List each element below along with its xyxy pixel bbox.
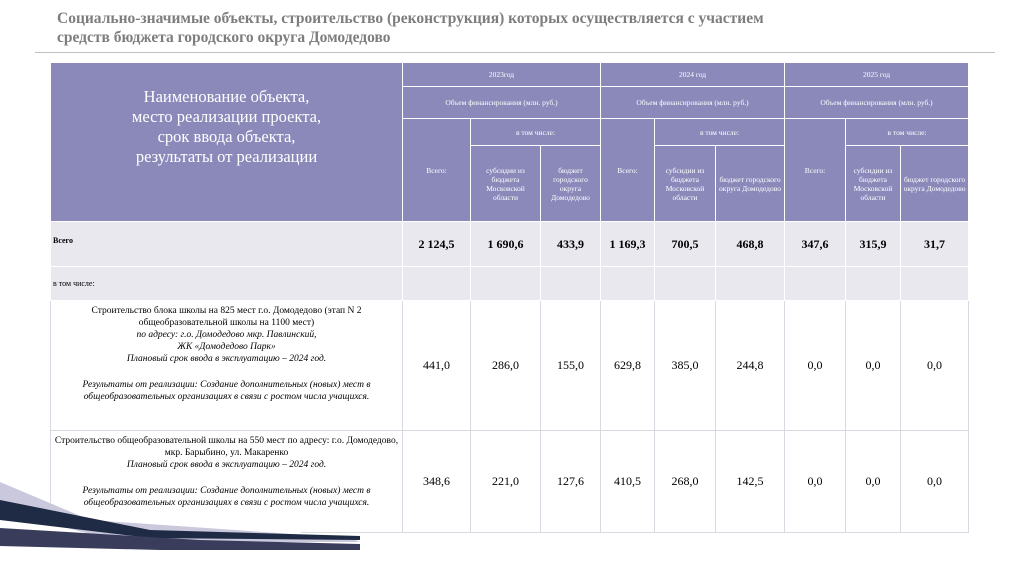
header-subsidy-2024: субсидии из бюджета Московской области	[655, 146, 716, 222]
title-line-1: Социально-значимые объекты, строительство (реконструкция) которых осуществляется с участием	[57, 10, 764, 27]
financing-table	[50, 62, 969, 533]
object-description	[51, 301, 403, 431]
cell: 410,5	[601, 431, 655, 533]
header-name-line: место реализации проекта,	[131, 107, 322, 126]
cell: 0,0	[846, 301, 901, 431]
table-row-total	[51, 222, 969, 267]
header-total-2025: Всего:	[785, 119, 846, 222]
header-year-2024: 2024 год	[601, 63, 785, 87]
cell: 221,0	[471, 431, 541, 533]
cell: 629,8	[601, 301, 655, 431]
row-label: Всего	[51, 222, 403, 267]
cell: 0,0	[785, 431, 846, 533]
header-budget-2024: бюджет городского округа Домодедово	[716, 146, 785, 222]
result-text: Результаты от реализации: Создание дополнительных (новых) мест в общеобразовательных организациях в связи с ростом числа учащихся.	[82, 486, 371, 508]
header-name-line: срок ввода объекта,	[157, 127, 296, 146]
result-text: Результаты от реализации: Создание дополнительных (новых) мест в общеобразовательных организациях в связи с ростом числа учащихся.	[82, 380, 371, 402]
header-total-2023: Всего:	[403, 119, 471, 222]
desc-line: по адресу: г.о. Домодедово мкр. Павлинский,	[136, 330, 317, 340]
header-subsidy-2023: субсидии из бюджета Московской области	[471, 146, 541, 222]
header-year-2023: 2023год	[403, 63, 601, 87]
header-name-line: результаты от реализации	[135, 147, 318, 166]
cell: 468,8	[716, 222, 785, 267]
header-volume-2023: Объем финансирования (млн. руб.)	[403, 87, 601, 119]
cell: 127,6	[541, 431, 601, 533]
header-name-line: Наименование объекта,	[143, 87, 310, 106]
desc-line: Строительство общеобразовательной школы на 550 мест по адресу: г.о. Домодедово, мкр. Барыбино, ул. Макаренко	[54, 436, 399, 458]
header-incl-2024: в том числе:	[655, 119, 785, 146]
header-incl-2023: в том числе:	[471, 119, 601, 146]
cell: 348,6	[403, 431, 471, 533]
header-object-name	[51, 63, 403, 222]
header-year-2025: 2025 год	[785, 63, 969, 87]
cell: 1 169,3	[601, 222, 655, 267]
desc-line: ЖК «Домодедово Парк»	[177, 342, 276, 352]
title-line-2: средств бюджета городского округа Домодедово	[57, 29, 391, 46]
cell: 700,5	[655, 222, 716, 267]
desc-line: Плановый срок ввода в эксплуатацию – 2024 год.	[126, 354, 327, 364]
cell: 433,9	[541, 222, 601, 267]
header-volume-2024: Объем финансирования (млн. руб.)	[601, 87, 785, 119]
slide-title	[57, 9, 957, 47]
cell: 385,0	[655, 301, 716, 431]
cell: 142,5	[716, 431, 785, 533]
title-divider	[35, 52, 995, 53]
cell: 1 690,6	[471, 222, 541, 267]
header-incl-2025: в том числе:	[846, 119, 969, 146]
table-row-incl	[51, 267, 969, 301]
cell: 268,0	[655, 431, 716, 533]
cell: 441,0	[403, 301, 471, 431]
desc-line: Плановый срок ввода в эксплуатацию – 2024 год.	[126, 460, 327, 470]
decorative-bars	[0, 480, 360, 574]
cell: 244,8	[716, 301, 785, 431]
header-budget-2023: бюджет городского округа Домодедово	[541, 146, 601, 222]
header-budget-2025: бюджет городского округа Домодедово	[901, 146, 969, 222]
header-subsidy-2025: субсидии из бюджета Московской области	[846, 146, 901, 222]
table-row-school-1	[51, 301, 969, 431]
cell: 0,0	[846, 431, 901, 533]
row-label: в том числе:	[51, 267, 403, 301]
cell: 0,0	[785, 301, 846, 431]
cell: 347,6	[785, 222, 846, 267]
cell: 315,9	[846, 222, 901, 267]
header-volume-2025: Объем финансирования (млн. руб.)	[785, 87, 969, 119]
cell: 0,0	[901, 301, 969, 431]
cell: 2 124,5	[403, 222, 471, 267]
cell: 0,0	[901, 431, 969, 533]
cell: 155,0	[541, 301, 601, 431]
cell: 31,7	[901, 222, 969, 267]
cell: 286,0	[471, 301, 541, 431]
desc-line: Строительство блока школы на 825 мест г.о. Домодедово (этап N 2 общеобразовательной школы на 1100 мест)	[91, 306, 362, 328]
header-total-2024: Всего:	[601, 119, 655, 222]
